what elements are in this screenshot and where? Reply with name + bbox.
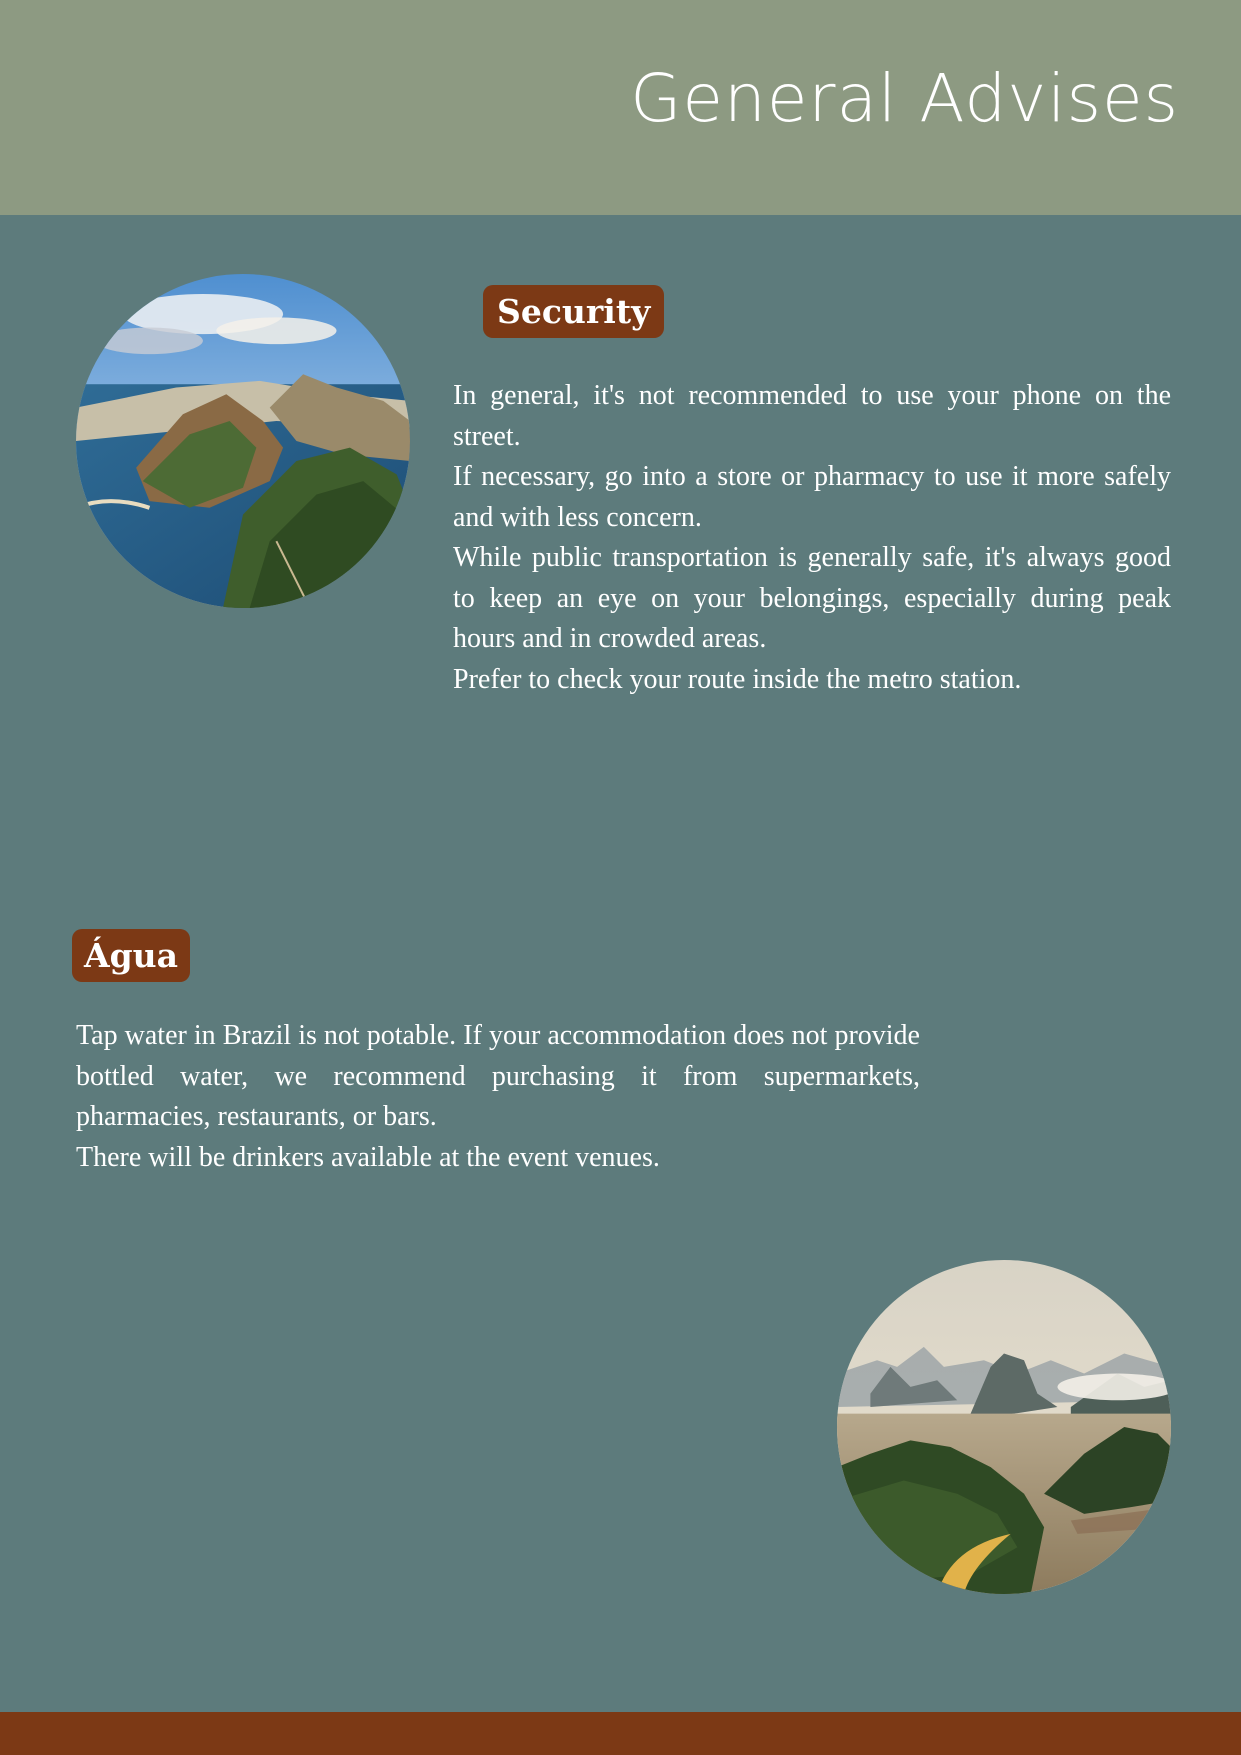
security-paragraph: Prefer to check your route inside the metro station.	[453, 663, 1022, 695]
sugarloaf-landscape-photo	[837, 1260, 1171, 1594]
agua-paragraph: Tap water in Brazil is not potable. If your accommodation does not provide bottled water, we recommend purchasing it from supermarkets, pharmacies, restaurants, or bars.	[76, 1020, 920, 1132]
agua-text-block	[76, 1016, 920, 1178]
security-paragraph: If necessary, go into a store or pharmacy to use it more safely and with less concern.	[453, 461, 1171, 533]
page-header	[0, 0, 1241, 215]
agua-paragraph: There will be drinkers available at the event venues.	[76, 1141, 660, 1173]
rio-coastline-image	[76, 274, 410, 608]
footer-bar	[0, 1712, 1241, 1755]
page-title: General Advises	[630, 60, 1179, 137]
security-heading-badge: Security	[483, 285, 664, 338]
sugarloaf-landscape-image	[837, 1260, 1171, 1594]
rio-coastline-photo	[76, 274, 410, 608]
security-paragraph: In general, it's not recommended to use your phone on the street.	[453, 380, 1171, 452]
security-text-block	[453, 376, 1171, 700]
agua-heading-badge: Água	[72, 929, 190, 982]
security-paragraph: While public transportation is generally safe, it's always good to keep an eye on your belongings, especially during peak hours and in crowded areas.	[453, 542, 1171, 654]
